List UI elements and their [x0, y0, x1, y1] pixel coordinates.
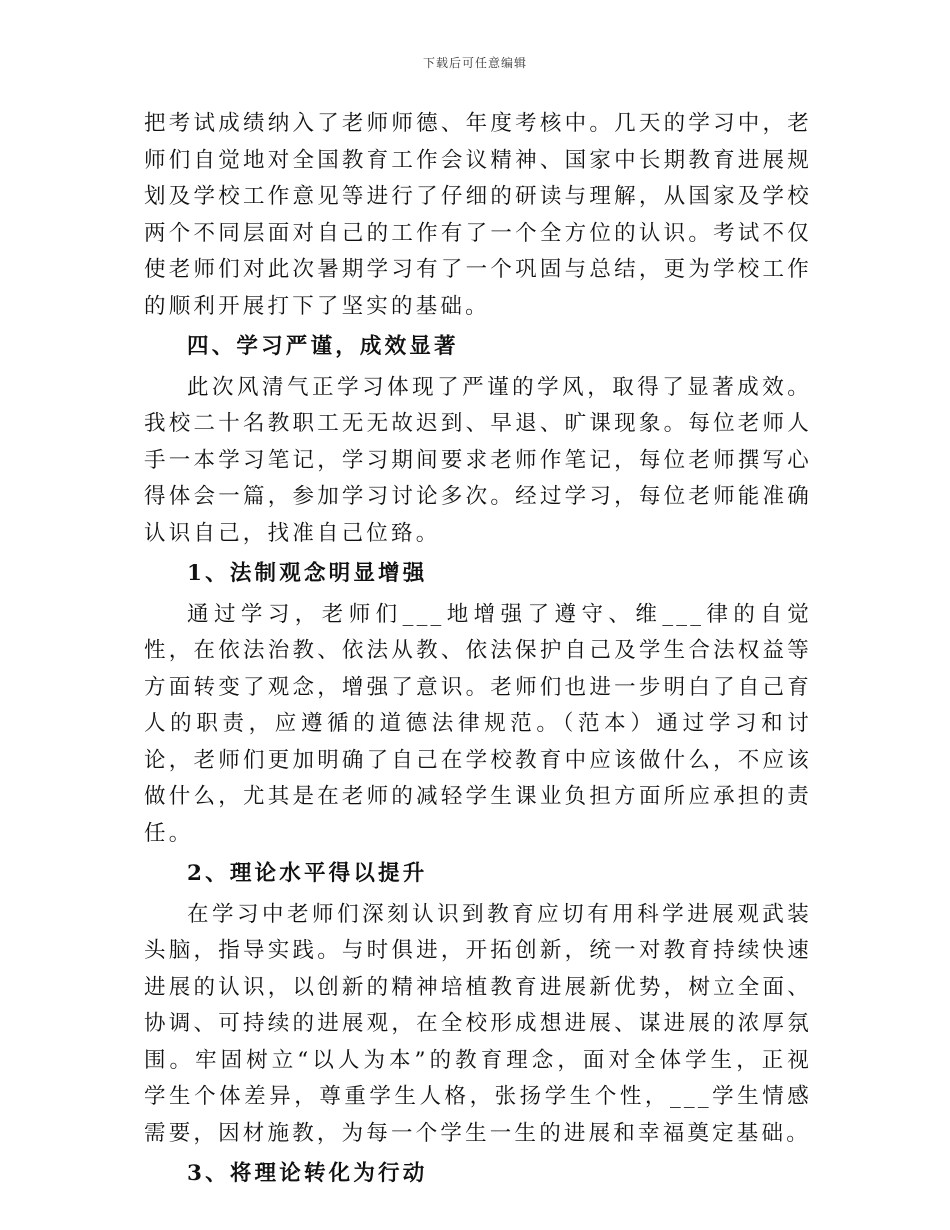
- paragraph-legal-awareness: 通过学习，老师们___地增强了遵守、维___律的自觉性，在依法治教、依法从教、依法保护自己及学生合法权益等方面转变了观念，增强了意识。老师们也进一步明白了自己育人的职责，应遵循的道德法律规范。（范本）通过学习和讨论，老师们更加明确了自己在学校教育中应该做什么，不应该做什么，尤其是在老师的减轻学生课业负担方面所应承担的责任。: [144, 601, 812, 846]
- paragraph-theory-level: 在学习中老师们深刻认识到教育应切有用科学进展观武装头脑，指导实践。与时俱进，开拓创新，统一对教育持续快速进展的认识，以创新的精神培植教育进展新优势，树立全面、协调、可持续的进展观，在全校形成想进展、谋进展的浓厚氛围。牢固树立“以人为本”的教育理念，面对全体学生，正视学生个体差异，尊重学生人格，张扬学生个性，___学生情感需要，因材施教，为每一个学生一生的进展和幸福奠定基础。: [144, 901, 812, 1146]
- section-heading-4: 四、学习严谨，成效显著: [187, 334, 459, 359]
- document-body: [144, 106, 812, 1193]
- subheading-1: 1、法制观念明显增强: [187, 561, 428, 586]
- subheading-2: 2、理论水平得以提升: [187, 861, 428, 886]
- paragraph-exam-results: 把考试成绩纳入了老师师德、年度考核中。几天的学习中，老师们自觉地对全国教育工作会议精神、国家中长期教育进展规划及学校工作意见等进行了仔细的研读与理解，从国家及学校两个不同层面对自己的工作有了一个全方位的认识。考试不仅使老师们对此次暑期学习有了一个巩固与总结，更为学校工作的顺利开展打下了坚实的基础。: [144, 111, 812, 319]
- page-header: 下载后可任意编辑: [422, 56, 527, 70]
- paragraph-study-results: 此次风清气正学习体现了严谨的学风，取得了显著成效。我校二十名教职工无无故迟到、早退、旷课现象。每位老师人手一本学习笔记，学习期间要求老师作笔记，每位老师撰写心得体会一篇，参加学习讨论多次。经过学习，每位老师能准确认识自己，找准自己位臵。: [144, 374, 812, 546]
- subheading-3: 3、将理论转化为行动: [187, 1161, 428, 1186]
